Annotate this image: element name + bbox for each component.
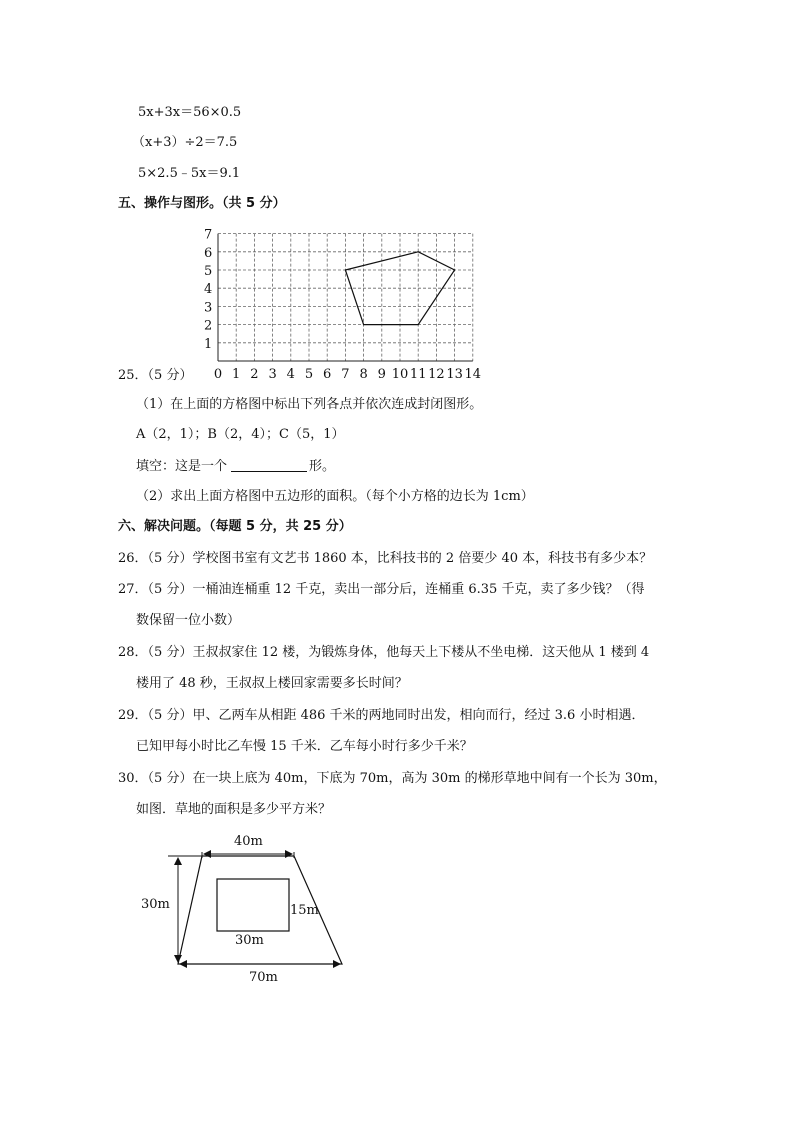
bottom-label: 70m [249,970,278,985]
q29-line1: 29．（5 分）甲、乙两车从相距 486 千米的两地同时出发，相向而行，经过 3.6 小时相遇． [118,708,645,723]
section-5-title: 五、操作与图形。（共 5 分） [118,196,286,211]
y-tick-label: 6 [204,245,213,261]
x-tick-label: 3 [268,367,277,382]
q25-head: 25．（5 分） [118,368,193,383]
q27-line1: 27．（5 分）一桶油连桶重 12 千克，卖出一部分后，连桶重 6.35 千克，卖了多少钱？（得 [118,582,645,597]
q25-fill-suffix: 形。 [309,459,336,474]
rect-height-label: 15m [290,903,319,918]
q28-line1: 28．（5 分）王叔叔家住 12 楼，为锻炼身体，他每天上下楼从不坐电梯．这天他从 1 楼到 4 [118,645,650,660]
x-tick-label: 5 [304,367,314,382]
q25-fill-prefix: 填空：这是一个 [136,459,228,474]
q25-points: A（2，1）；B（2，4）；C（5，1） [136,427,345,442]
x-tick-label: 14 [464,367,482,382]
q25-part1: （1）在上面的方格图中标出下列各点并依次连成封闭图形。 [136,397,483,412]
equation-1: 5x+3x＝56×0.5 [138,105,242,120]
section-6-title: 六、解决问题。（每题 5 分，共 25 分） [118,519,352,534]
q30-line2: 如图．草地的面积是多少平方米？ [136,802,332,817]
x-tick-label: 11 [409,367,427,382]
y-tick-label: 1 [204,336,213,352]
coordinate-grid [196,222,496,382]
x-tick-label: 4 [286,367,295,382]
x-tick-label: 10 [391,367,409,382]
q27-line2: 数保留一位小数） [136,613,241,628]
x-tick-label: 1 [232,367,241,382]
x-tick-label: 6 [323,367,332,382]
rect-width-label: 30m [235,933,264,948]
x-tick-label: 9 [377,367,386,382]
x-tick-label: 13 [446,367,463,382]
q28-line2: 楼用了 48 秒，王叔叔上楼回家需要多长时间？ [136,676,408,691]
x-tick-label: 12 [428,367,445,382]
x-tick-label: 7 [341,367,350,382]
q25-fill-line [136,457,335,476]
inner-rectangle [217,879,289,931]
y-tick-label: 3 [204,300,213,316]
top-label: 40m [234,834,263,849]
y-tick-label: 7 [204,227,213,243]
equation-3: 5×2.5﹣5x＝9.1 [138,166,241,181]
q26-line1: 26．（5 分）学校图书室有文艺书 1860 本，比科技书的 2 倍要少 40 本，科技书有多少本？ [118,551,653,566]
q25-part2: （2）求出上面方格图中五边形的面积。（每个小方格的边长为 1cm） [136,489,534,504]
x-tick-label: 8 [359,367,368,382]
y-tick-label: 5 [204,264,213,279]
y-tick-label: 2 [204,318,213,334]
q29-line2: 已知甲每小时比乙车慢 15 千米．乙车每小时行多少千米？ [136,739,473,754]
q30-line1: 30．（5 分）在一块上底为 40m，下底为 70m，高为 30m 的梯形草地中间有一个长为 30m， [118,771,667,786]
x-tick-label: 2 [250,367,259,382]
trapezoid-diagram [138,828,358,988]
x-tick-label: 0 [213,367,223,382]
answer-blank[interactable] [231,457,307,472]
y-tick-label: 4 [204,282,213,298]
height-label: 30m [141,897,170,912]
equation-2: （x+3）÷2＝7.5 [132,135,238,150]
